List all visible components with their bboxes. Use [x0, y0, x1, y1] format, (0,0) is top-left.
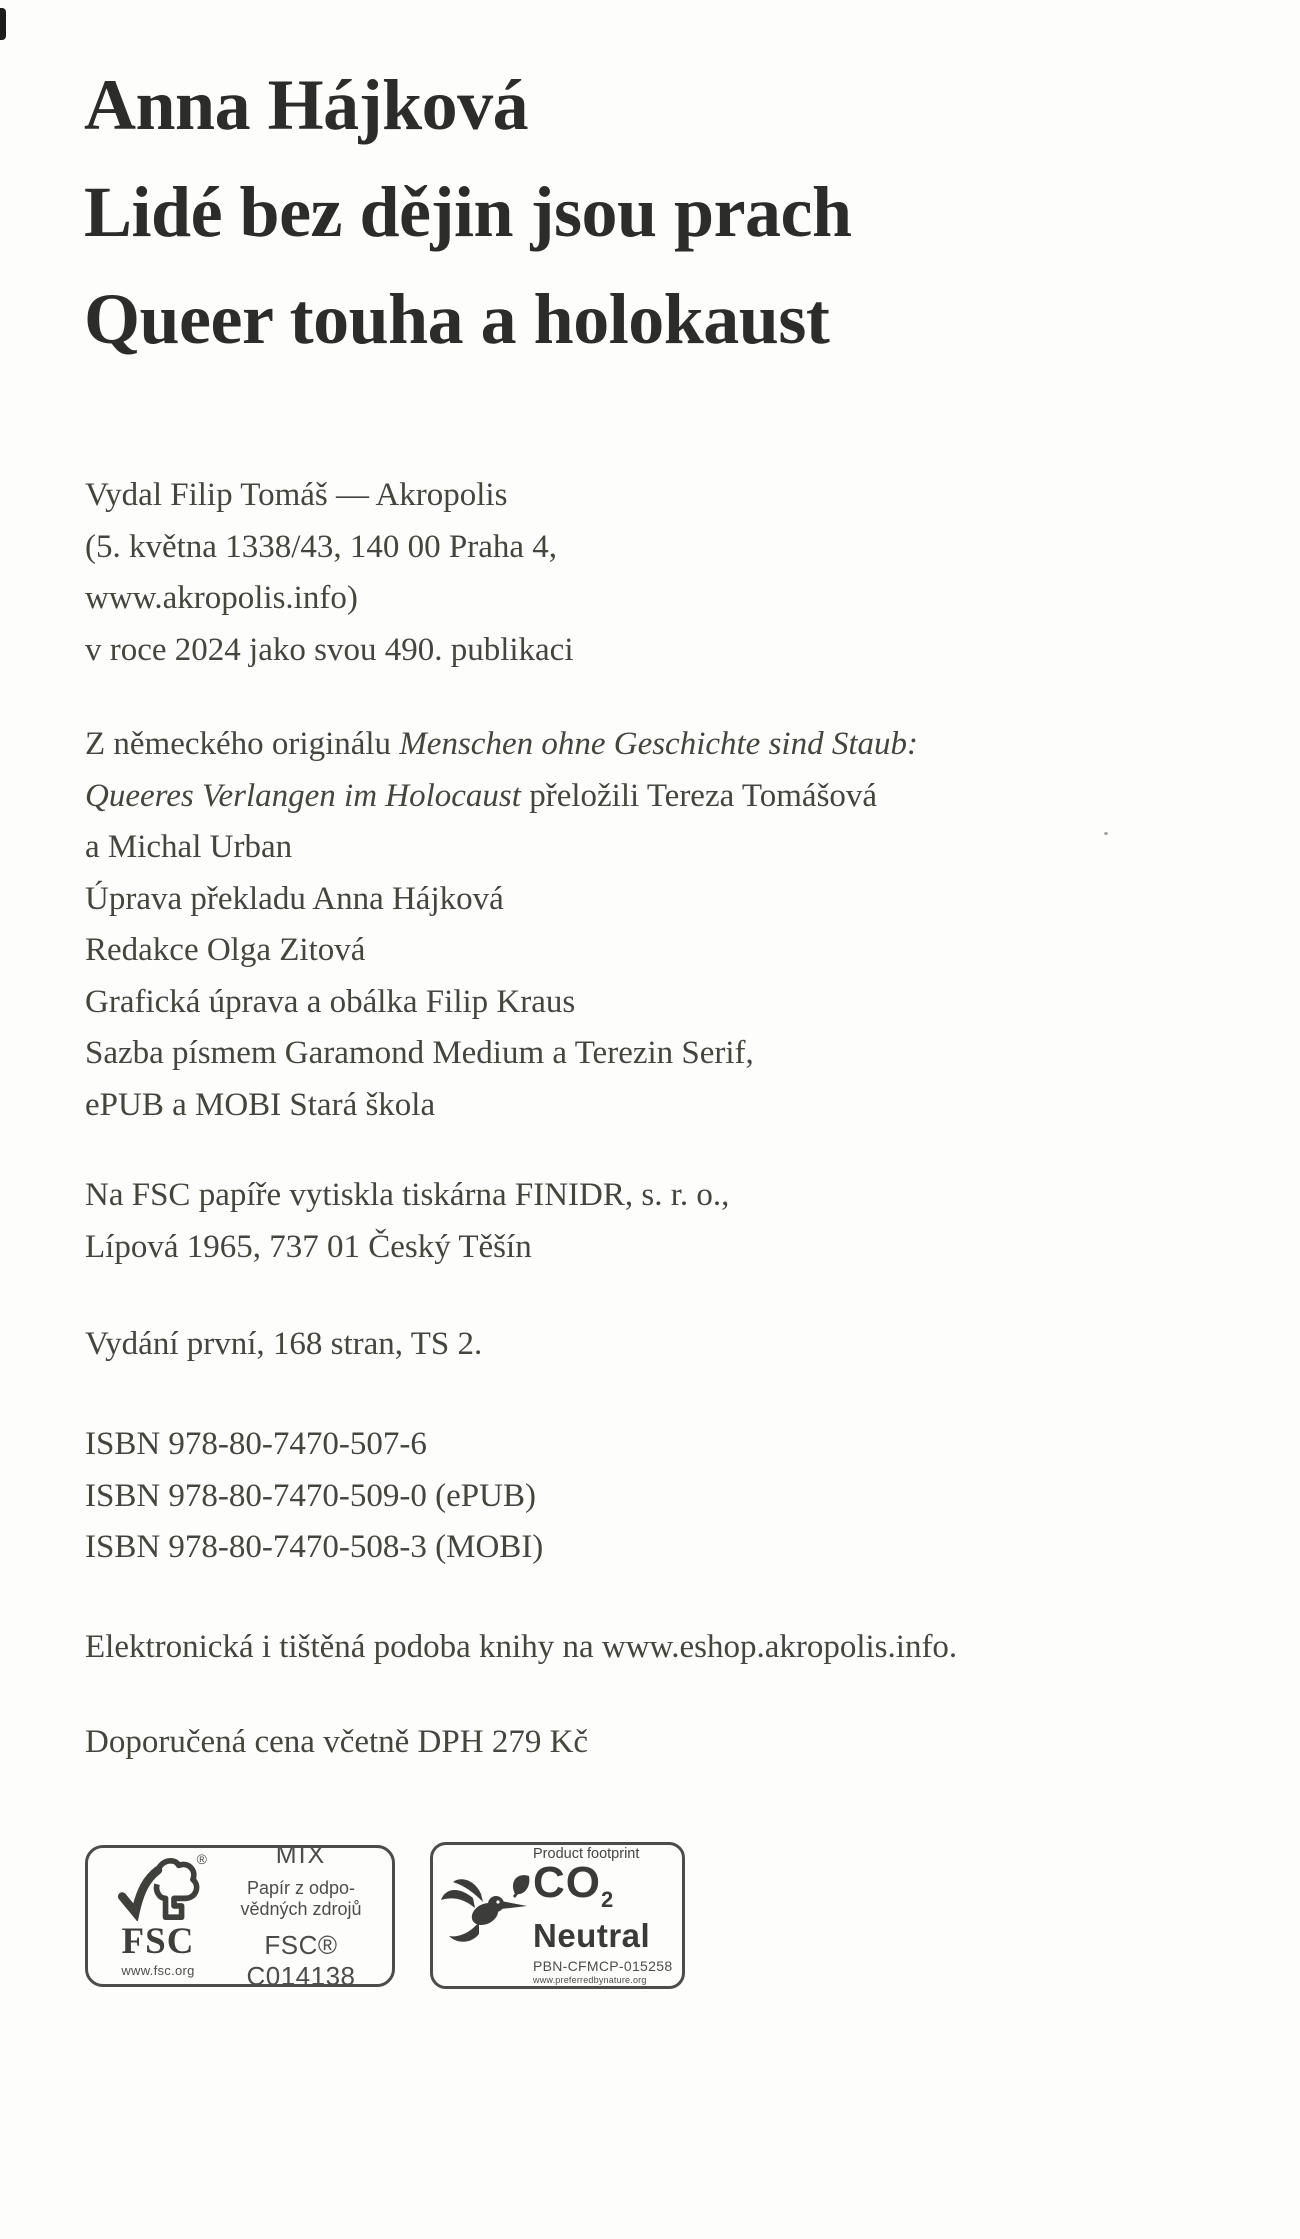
translators-suffix: přeložili Tereza Tomášová [520, 777, 878, 814]
printer-line: Na FSC papíře vytiskla tiskárna FINIDR, s. r. o., [85, 1177, 730, 1213]
fsc-license-code: FSC® C014138 [246, 1929, 356, 1991]
fsc-text-column [220, 1841, 392, 1992]
printer-address-line: Lípová 1965, 737 01 Český Těšín [85, 1228, 532, 1265]
original-title-line-2 [85, 771, 918, 823]
translator-line: a Michal Urban [85, 829, 293, 865]
fsc-url-text: www.fsc.org [121, 1962, 195, 1978]
fsc-label [85, 1840, 395, 1991]
fsc-tree-checkmark-icon [115, 1855, 201, 1921]
registered-trademark-symbol: ® [196, 1850, 207, 1867]
co2-header-text: Product footprint [533, 1845, 640, 1862]
credits-block [85, 719, 918, 1131]
fsc-logo-column [88, 1850, 220, 1978]
printer-block [85, 1170, 729, 1273]
design-line: Grafická úprava a obálka Filip Kraus [85, 983, 576, 1020]
publisher-block [85, 470, 574, 676]
edition-block [85, 1319, 482, 1371]
isbn-print-line: ISBN 978-80-7470-507-6 [85, 1426, 427, 1462]
isbn-epub-line: ISBN 978-80-7470-509-0 (ePUB) [85, 1477, 536, 1514]
co2-neutral-label [430, 1842, 685, 1989]
publisher-address-line: (5. května 1338/43, 140 00 Praha 4, [85, 528, 558, 565]
isbn-block [85, 1419, 543, 1574]
scan-edge-artifact [0, 8, 6, 40]
co2-certificate-code: PBN-CFMCP-015258 [533, 1958, 673, 1975]
fsc-brand-text: FSC [121, 1920, 195, 1962]
hummingbird-icon [439, 1870, 531, 1962]
original-title-line-1 [85, 719, 918, 771]
publication-number-line: v roce 2024 jako svou 490. publikaci [85, 631, 574, 668]
co2-formula: CO [533, 1857, 601, 1907]
fsc-grade-text: MIX [275, 1840, 327, 1869]
edition-line: Vydání první, 168 stran, TS 2. [85, 1326, 483, 1362]
book-author: Anna Hájková [84, 65, 529, 145]
publisher-url-line: www.akropolis.info) [85, 580, 358, 616]
title-block [84, 52, 852, 373]
typeface-line-1: Sazba písmem Garamond Medium a Terezin Serif, [85, 1035, 754, 1071]
original-title-italic-2: Queeres Verlangen im Holocaust [85, 777, 521, 814]
co2-url-text: www.preferredbynature.org [533, 1975, 647, 1986]
book-title-line-1: Lidé bez dějin jsou prach [84, 172, 852, 252]
co2-gas-text [533, 1857, 674, 1920]
original-title-italic-1: Menschen ohne Geschichte sind Staub: [399, 726, 918, 762]
co2-neutral-text: Neutral [533, 1917, 651, 1955]
price-block [85, 1717, 588, 1769]
translation-editing-line: Úprava překladu Anna Hájková [85, 880, 504, 917]
availability-block [85, 1622, 957, 1674]
scan-speck-artifact [1104, 832, 1108, 835]
typeface-line-2: ePUB a MOBI Stará škola [85, 1086, 436, 1123]
publisher-line: Vydal Filip Tomáš — Akropolis [85, 477, 508, 513]
price-line: Doporučená cena včetně DPH 279 Kč [85, 1724, 589, 1760]
co2-text-column [533, 1846, 682, 1986]
fsc-description-line-1: Papír z odpo- [246, 1877, 356, 1898]
availability-line: Elektronická i tištěná podoba knihy na www.eshop.akropolis.info. [85, 1629, 958, 1665]
editor-line: Redakce Olga Zitová [85, 932, 366, 968]
isbn-mobi-line: ISBN 978-80-7470-508-3 (MOBI) [85, 1529, 544, 1565]
book-title-line-2: Queer touha a holokaust [84, 279, 830, 359]
origin-prefix: Z německého originálu [85, 726, 400, 762]
co2-subscript: 2 [601, 1886, 615, 1912]
fsc-description-line-2: vědných zdrojů [240, 1898, 362, 1919]
